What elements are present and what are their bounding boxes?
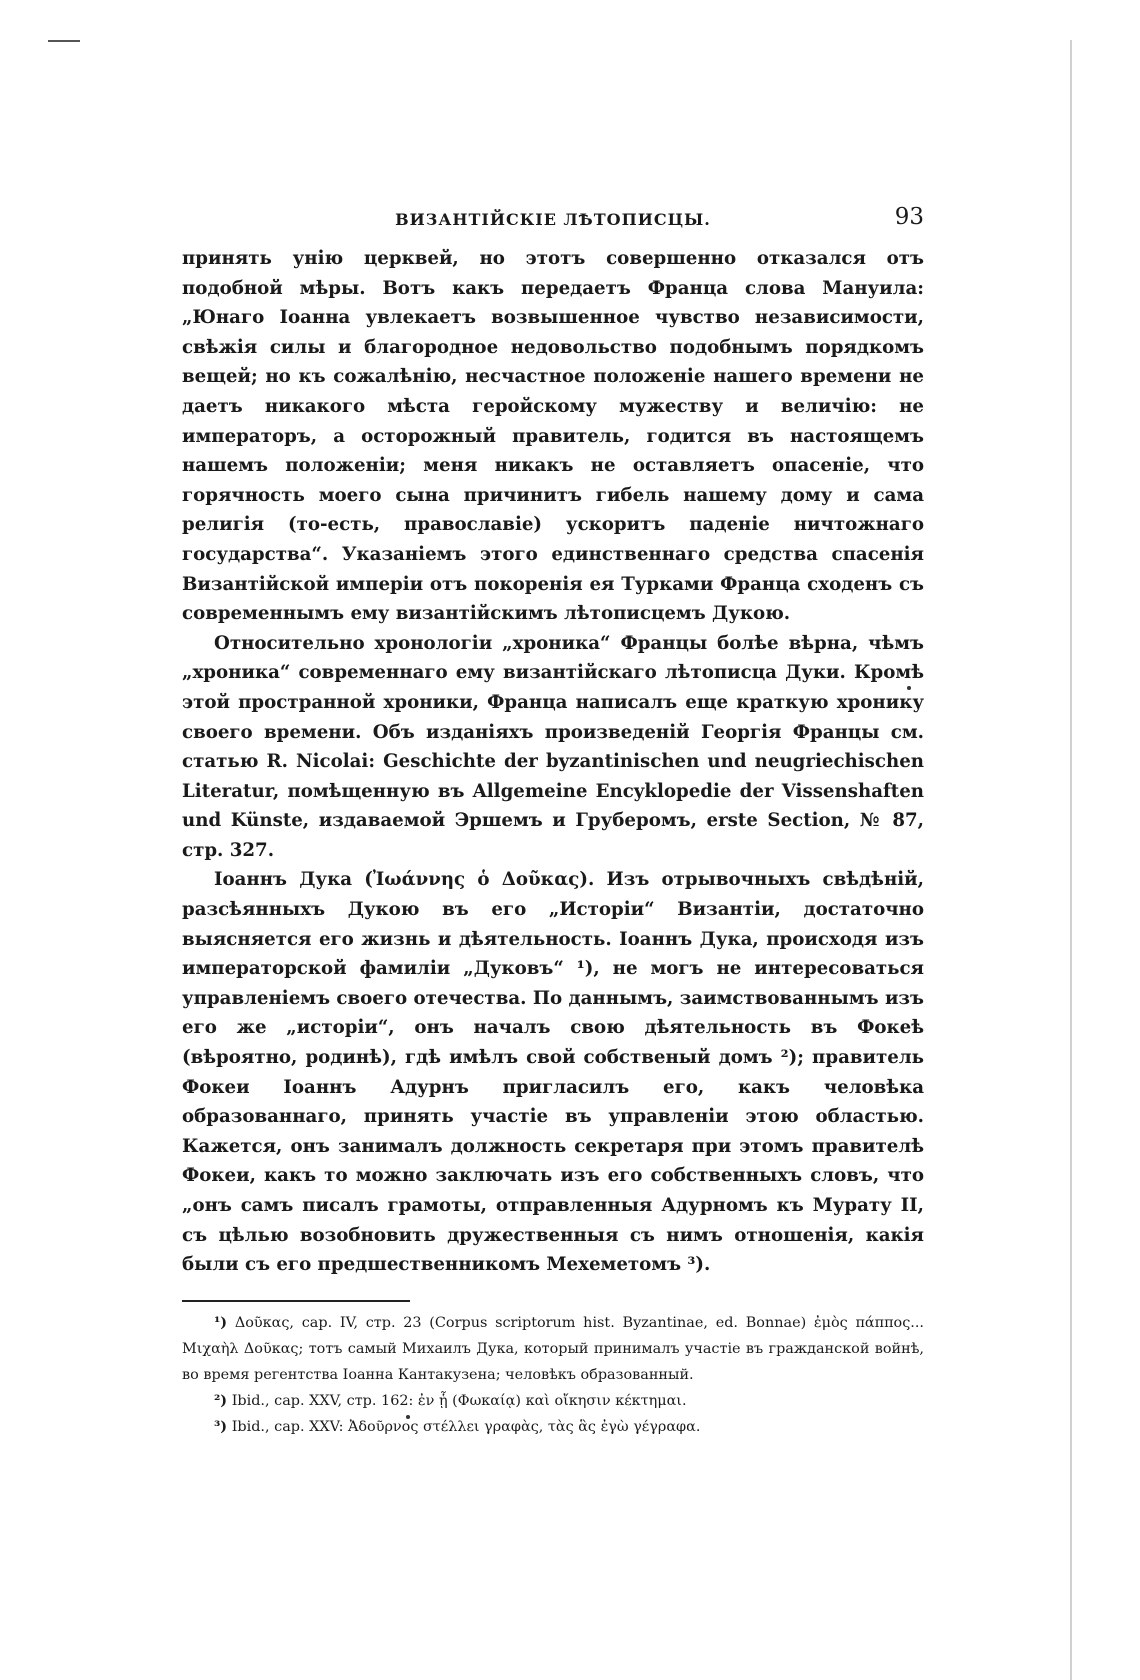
footnote-1 [182,1310,924,1388]
running-head [182,200,924,240]
footnote-mark: ³) [214,1417,228,1435]
footnote-text: Ibid., cap. XXV: Ἀδοῦρνος στέλλει γραφὰς, τὰς ἃς ἐγὼ γέγραφα. [231,1418,701,1435]
page-edge-line [1070,40,1072,1680]
footnote-mark: ²) [214,1391,228,1409]
paragraph-continued: принять унію церквей, но этотъ совершенно отказался отъ подобной мѣры. Вотъ какъ передаетъ Франца слова Мануила: „Юнаго Іоанна увлекаетъ возвышенное чувство независимости, свѣжія силы и благородное недовольство подобнымъ порядкомъ вещей; но къ сожалѣнію, несчастное положеніе нашего времени не даетъ никакого мѣста геройскому мужеству и величію: не императоръ, а осторожный правитель, годится въ настоящемъ нашемъ положеніи; меня никакъ не оставляетъ опасеніе, что горячность моего сына причинитъ гибель нашему дому и сама религія (то-есть, православіе) ускоритъ паденіе ничтожнаго государства“. Указаніемъ этого единственнаго средства спасенія Византійской имперіи отъ покоренія ея Турками Франца сходенъ съ современнымъ ему византійскимъ лѣтописцемъ Дукою. [182,248,924,625]
body-text [182,244,924,1280]
footnote-text: Δοῦκας, cap. IV, стр. 23 (Corpus scriptorum hist. Byzantinae, ed. Bonnae) ἐμὸς πάππος... Μιχαὴλ Δοῦκας; тотъ самый Михаилъ Дука, который принималъ участіе въ гражданской войнѣ, во время регентства Іоанна Кантакузена; человѣкъ образованный. [182,1314,924,1383]
page-number: 93 [894,204,924,230]
book-page [182,200,924,1440]
footnote-text: Ibid., cap. XXV, стр. 162: ἐν ᾗ (Φωκαίᾳ) καὶ οἴκησιν κέκτημαι. [231,1392,687,1409]
scan-edge-mark [48,40,80,42]
footnote-3 [182,1414,924,1440]
footnote-2 [182,1388,924,1414]
footnote-divider [182,1300,410,1302]
running-title: ВИЗАНТІЙСКІЕ ЛѢТОПИСЦЫ. [395,210,711,229]
scan-speck [907,686,911,690]
footnote-mark: ¹) [214,1313,228,1331]
footnotes [182,1310,924,1440]
scan-speck [406,1415,410,1419]
paragraph-chronology: Относительно хронологіи „хроника“ Францы болѣе вѣрна, чѣмъ „хроника“ современнаго ему византійскаго лѣтописца Дуки. Кромѣ этой пространной хроники, Франца написалъ еще краткую хронику своего времени. Объ изданіяхъ произведеній Георгія Францы см. статью R. Nicolai: Geschichte der byzantinischen und neugriechischen Literatur, помѣщенную въ Allgemeine Encyklopedie der Vissenshaften und Künste, издаваемой Эршемъ и Груберомъ, erste Section, № 87, стр. 327. [182,632,924,861]
paragraph-john-doukas: Іоаннъ Дука (Ἰωάννης ὁ Δοῦκας). Изъ отрывочныхъ свѣдѣній, разсѣянныхъ Дукою въ его „Исторіи“ Византіи, достаточно выясняется его жизнь и дѣятельность. Іоаннъ Дука, происходя изъ императорской фамиліи „Дуковъ“ ¹), не могъ не интересоваться управленіемъ своего отечества. По даннымъ, заимствованнымъ изъ его же „исторіи“, онъ началъ свою дѣятельность въ Фокеѣ (вѣроятно, родинѣ), гдѣ имѣлъ свой собственый домъ ²); правитель Фокеи Іоаннъ Адурнъ пригласилъ его, какъ человѣка образованнаго, принять участіе въ управленіи этою областью. Кажется, онъ занималъ должность секретаря при этомъ правителѣ Фокеи, какъ то можно заключать изъ его собственныхъ словъ, что „онъ самъ писалъ грамоты, отправленныя Адурномъ къ Мурату II, съ цѣлью возобновить дружественныя съ нимъ отношенія, какія были съ его предшественникомъ Мехеметомъ ³). [182,869,924,1276]
